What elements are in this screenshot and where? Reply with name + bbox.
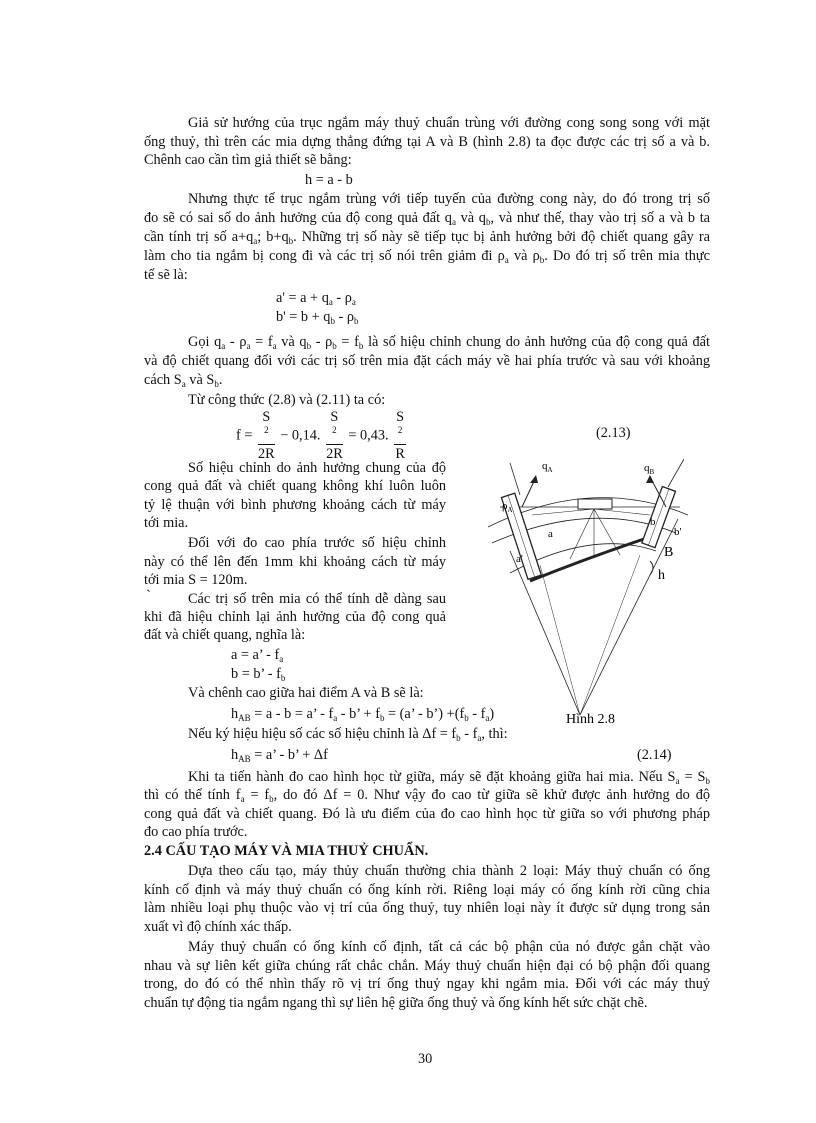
equation-b: b = b’ - $f_b$ [231,666,286,683]
text-line: Nếu ký hiệu hiệu số các số hiệu chỉnh là $\Delta f = f_b - f_a$, thì: [188,726,508,743]
text-line: Số hiệu chỉnh do ảnh hưởng chung của độ [188,460,446,476]
svg-text:a': a' [516,553,523,565]
text-line: Đối với đo cao phía trước số hiệu chỉnh [188,535,446,551]
svg-text:b': b' [674,526,682,538]
svg-text:a: a [548,528,553,540]
formula-2-13: f = S $^2$ 2R − 0,14. S $^2$ 2R = 0,43. S $^2$ R [236,409,405,462]
text-line: làm nhiều loại phụ thuộc vào vị trí của ống thuỷ, tuy nhiên loại này ít được sử dụng trong sản [144,900,710,916]
equation-h: h = a - b [305,172,353,188]
text-line: cách $S_a$ và $S_b$. [144,372,223,389]
text-line: kính cố định và máy thuỷ chuẩn có ống kính rời. Riêng loại máy có ống kính rời cũng chia [144,882,710,898]
equation-b-prime: $b' = b + q_b - \rho_b$ [276,309,359,326]
equation-a: a = a’ - $f_a$ [231,647,284,664]
ground-line [530,537,650,581]
instrument [578,499,612,509]
text-line: Nhưng thực tế trục ngắm trùng với tiếp tuyến của đường cong này, do đó trong trị số [188,191,710,207]
text-line: tế sẽ là: [144,267,188,283]
figure-2-8 [470,455,710,735]
text-line: Khi ta tiến hành đo cao hình học từ giữa, máy sẽ đặt khoảng giữa hai mia. Nếu $S_a = S_b$ [188,769,710,786]
text-line: đo cao phía trước. [144,824,248,840]
section-heading: 2.4 CẤU TẠO MÁY VÀ MIA THUỶ CHUẨN. [144,843,429,859]
equation-number: (2.14) [637,747,672,763]
text-line: tới mia. [144,515,189,531]
page-number: 30 [418,1051,433,1067]
text-line: này có thể lên đến 1mm khi khoảng cách từ máy [144,554,446,570]
text-line: tỷ lệ thuận với bình phương khoảng cách từ máy [144,497,446,513]
text-line: Dựa theo cấu tạo, máy thủy chuẩn thường chia thành 2 loại: Máy thuỷ chuẩn có ống [188,863,710,879]
text-line: cong quả đất và chiết quang không khí luôn luôn [144,478,446,494]
text-line: làm cho tia ngắm bị cong đi và các trị số nói trên giảm đi $\rho_a$ và $\rho_b$. Do đó trị số trên mia thực [144,248,710,265]
text-line: khi đã hiệu chỉnh lại ảnh hưởng của độ cong quả [144,609,446,625]
text-line: chuẩn tự động tia ngắm ngang thì sự liên hệ giữa ống thuỷ và ống kính hết sức chặt chẽ. [144,995,648,1011]
text-line: Giả sử hướng của trục ngắm máy thuỷ chuẩn trùng với đường cong song song với mặt [188,115,710,131]
text-line: thì có thể tính $f_a = f_b$, do đó Δf = 0. Như vậy đo cao từ giữa sẽ khử được ảnh hưởng do độ [144,787,710,804]
staff-b [642,487,676,548]
equation-a-prime: $a' = a + q_a - \rho_a$ [276,290,356,307]
text-line: Chênh cao cần tìm giả thiết sẽ bằng: [144,152,352,168]
height-brace [650,561,653,575]
text-line: Các trị số trên mia có thể tính dễ dàng sau [188,591,446,607]
figure-caption: Hình 2.8 [566,712,615,727]
equation-hab: $h_{AB} = a - b = a$’ - $f_a$ - b’ + $f_b = (a$’ - b’) $+(f_b - f_a)$ [231,706,495,723]
text-line: cần tính trị số $a+q_a$; $b+q_b$. Những trị số này sẽ tiếp tục bị ảnh hưởng bởi độ chiết quang gây ra [144,229,710,246]
svg-text:b: b [650,516,656,528]
equation-number: (2.13) [596,425,631,441]
svg-text:qA: $q_A$ [542,460,553,474]
text-line: và độ chiết quang đối với các trị số trên mia đặt cách máy về hai phía trước và sau với khoảng [144,353,710,369]
svg-text:h: h [658,568,665,583]
text-line: Gọi $q_a - \rho_a = f_a$ và $q_b - \rho_b = f_b$ là số hiệu chỉnh chung do ảnh hưởng của độ cong quả đất [188,334,711,351]
equation-2-14: $h_{AB} = a$’ - b’ + Δf [231,747,328,764]
svg-text:B: B [664,545,674,560]
svg-text:ρA: $\rho_A$ [502,500,513,514]
text-line: xuất vì độ chính xác thấp. [144,919,292,935]
text-line: ống thuỷ, thì trên các mia dựng thẳng đứng tại A và B (hình 2.8) ta đọc được các trị số a và b. [144,134,710,150]
text-line: đo sẽ có sai số do ảnh hưởng của độ cong quả đất $q_a$ và $q_b$, và như thế, thay vào trị số a và b ta [144,210,711,227]
text-line: cong quả đất và chiết quang. Đó là ưu điểm của đo cao hình học từ giữa so với phương pháp [144,806,710,822]
text-line: Máy thuỷ chuẩn có ống kính cố định, tất cả các bộ phận của nó được gắn chặt vào [188,939,710,955]
stray-mark: ` [146,588,151,604]
text-line: Và chênh cao giữa hai điểm A và B sẽ là: [188,685,424,701]
text-line: trong, do đó có thể nhìn thấy rõ vị trí ống thuỷ ngay khi ngắm mia. Đối với các máy thuỷ [144,976,710,992]
svg-text:qB: $q_B$ [644,462,655,476]
text-line: tới mia S = 120m. [144,572,248,588]
text-line: đất và chiết quang, nghĩa là: [144,627,306,643]
text-line: Từ công thức (2.8) và (2.11) ta có: [188,392,386,408]
text-line: nhau và sự liên kết giữa chúng rất chắc chắn. Máy thuỷ chuẩn hiện đại có bộ phận đối quang [144,958,710,974]
